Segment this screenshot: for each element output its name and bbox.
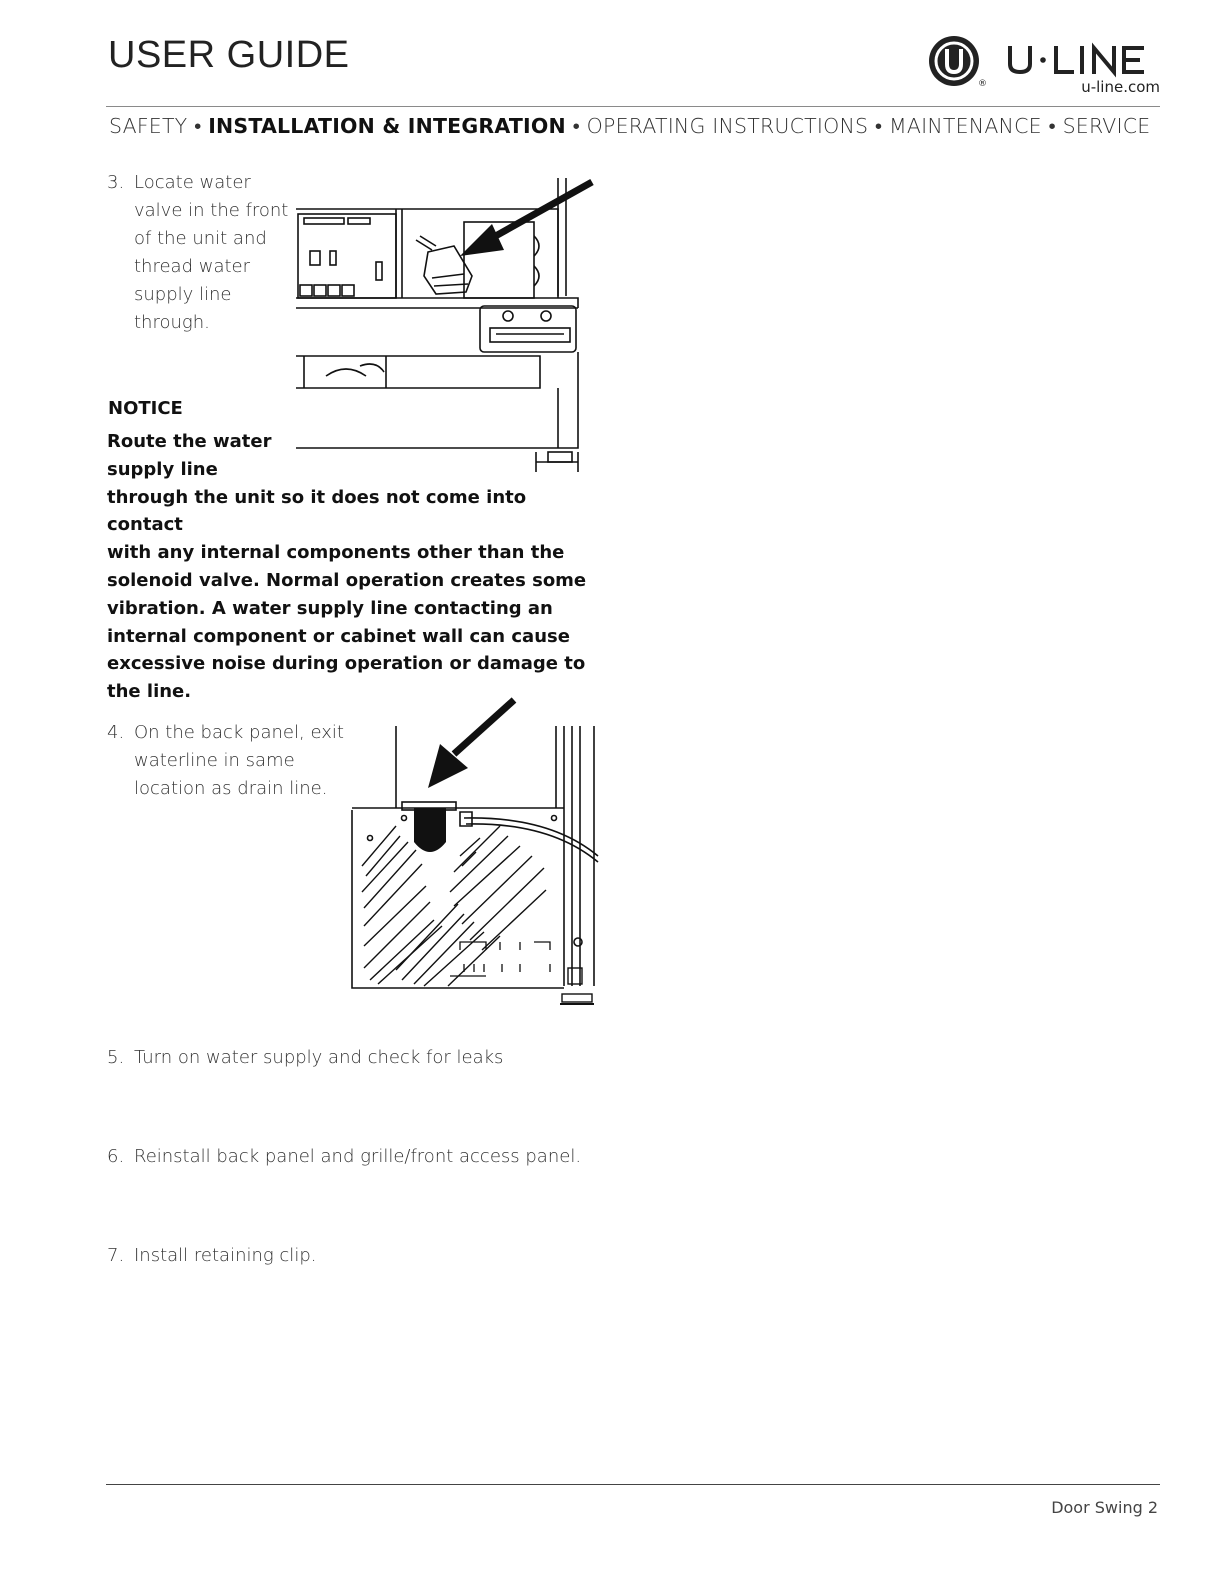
step-line: waterline in same xyxy=(134,750,295,771)
section-nav xyxy=(109,114,1150,139)
step-number: 3. xyxy=(107,172,125,193)
step-number: 6. xyxy=(107,1146,125,1167)
notice-heading: NOTICE xyxy=(108,398,183,419)
svg-text:®: ® xyxy=(978,79,987,89)
step-line: Reinstall back panel and grille/front access panel. xyxy=(134,1146,582,1167)
step-4 xyxy=(107,719,347,809)
footer-divider xyxy=(106,1484,1160,1485)
notice-line: excessive noise during operation or damage to xyxy=(107,653,586,675)
back-panel-illustration xyxy=(350,696,602,1008)
step-line: Turn on water supply and check for leaks xyxy=(134,1047,504,1068)
page-title: USER GUIDE xyxy=(108,34,350,76)
step-text xyxy=(134,1143,581,1171)
step-text xyxy=(134,719,344,803)
step-3 xyxy=(107,169,297,339)
step-line: thread water xyxy=(134,256,251,277)
step-line: Locate water xyxy=(134,172,251,193)
step-text xyxy=(134,1044,503,1072)
step-line: valve in the front xyxy=(134,200,289,221)
nav-separator: • xyxy=(874,114,883,138)
nav-item-service: SERVICE xyxy=(1062,114,1151,138)
header-divider xyxy=(106,106,1160,107)
step-text xyxy=(134,1242,316,1270)
nav-separator: • xyxy=(572,114,580,138)
nav-separator: • xyxy=(1048,114,1056,138)
nav-item-installation-active: INSTALLATION & INTEGRATION xyxy=(208,114,566,138)
step-7 xyxy=(107,1242,507,1272)
step-line: through. xyxy=(134,312,210,333)
step-line: location as drain line. xyxy=(134,778,328,799)
notice-line: internal component or cabinet wall can cause xyxy=(107,625,570,647)
notice-line: supply line xyxy=(107,458,218,480)
nav-separator: • xyxy=(194,114,202,138)
nav-item-operating: OPERATING INSTRUCTIONS xyxy=(586,114,869,138)
notice-line: with any internal components other than the xyxy=(107,542,565,564)
step-6 xyxy=(107,1143,707,1173)
step-5 xyxy=(107,1044,667,1074)
page-label: Door Swing 2 xyxy=(1051,1498,1158,1517)
step-number: 5. xyxy=(107,1047,125,1068)
notice-body xyxy=(107,428,607,706)
nav-item-safety: SAFETY xyxy=(109,114,188,138)
notice-line: solenoid valve. Normal operation creates some xyxy=(107,569,587,591)
step-line: of the unit and xyxy=(134,228,267,249)
nav-item-maintenance: MAINTENANCE xyxy=(889,114,1042,138)
step-line: Install retaining clip. xyxy=(134,1245,317,1266)
step-number: 4. xyxy=(107,722,125,743)
notice-line: vibration. A water supply line contacting an xyxy=(107,597,553,619)
brand-url: u-line.com xyxy=(1081,78,1160,96)
notice-line: the line. xyxy=(107,681,192,703)
notice-line: through the unit so it does not come into contact xyxy=(107,486,527,536)
step-line: supply line xyxy=(134,284,232,305)
notice-line: Route the water xyxy=(107,431,272,452)
step-text xyxy=(134,169,288,337)
step-line: On the back panel, exit xyxy=(134,722,344,743)
step-number: 7. xyxy=(107,1245,125,1266)
